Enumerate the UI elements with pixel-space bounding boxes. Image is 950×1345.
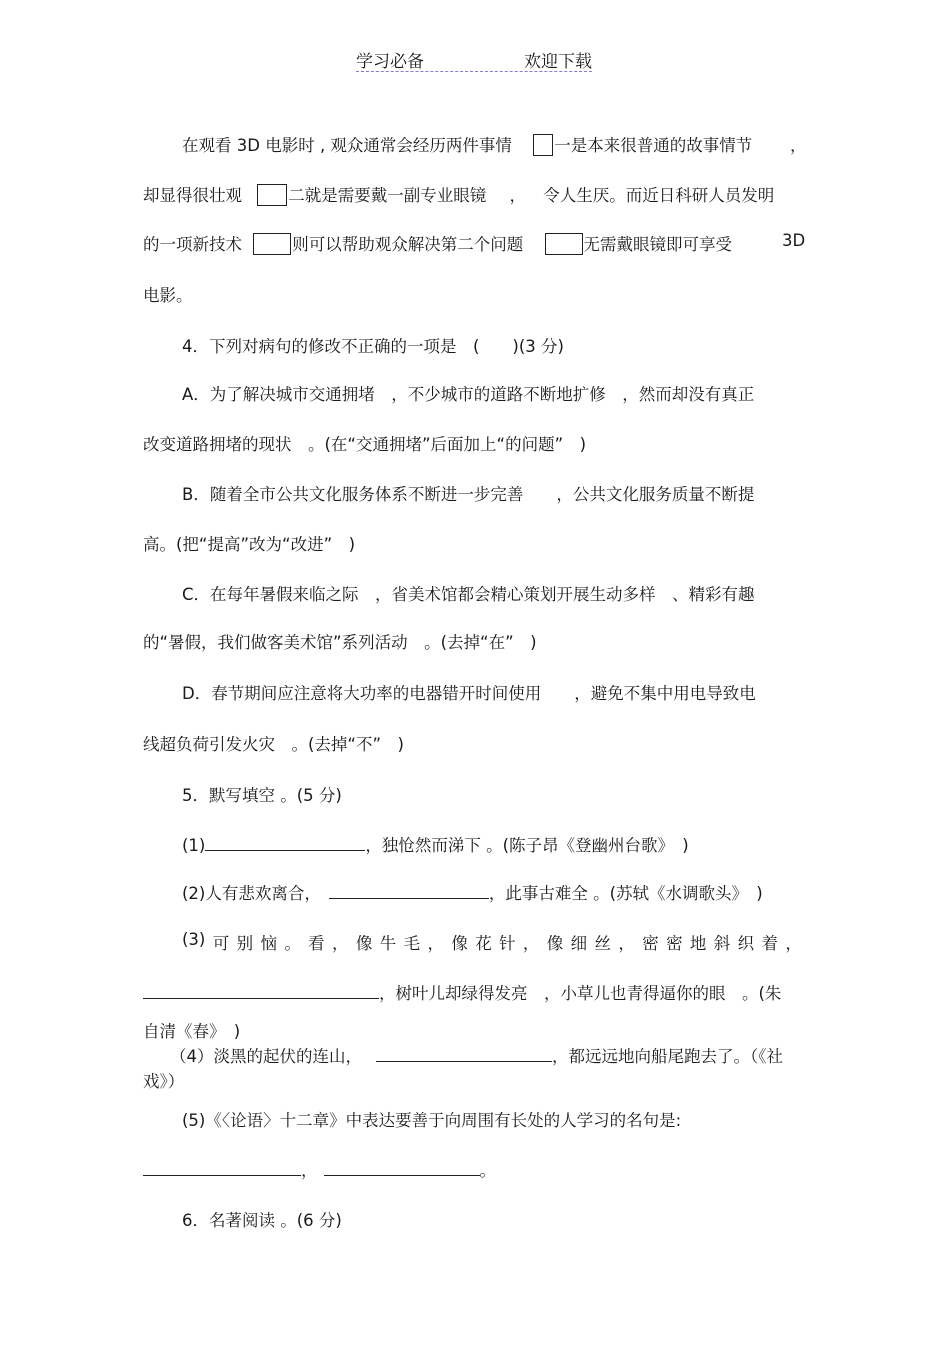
q5-item-3-char: 别 [236, 934, 254, 953]
p1-text: 却显得很壮观 [143, 186, 242, 205]
answer-box-4[interactable] [545, 233, 583, 255]
p1-text: 一是本来很普通的故事情节 [554, 136, 753, 155]
q5-text: (1) [182, 836, 206, 855]
q5-item-3-char: ， [785, 934, 802, 953]
q5-item-3-char: ， [522, 934, 540, 953]
q5-item-3-char: 丝 [594, 934, 611, 953]
q5-item-3-line-1 [182, 930, 802, 954]
p1-text: 在观看 3D 电影时 , 观众通常会经历两件事情 [182, 136, 512, 155]
q5-item-3-char: 像 [546, 934, 564, 953]
q5-item-3-char: 恼 [260, 934, 277, 953]
q5-item-3-char: 可 [212, 934, 230, 953]
header-left: 学习必备 [356, 52, 424, 72]
q5-text: (2)人有悲欢离合， [182, 884, 321, 903]
q4-option-a-line-1: A．为了解决城市交通拥堵 ，不少城市的道路不断地扩修 ，然而却没有真正 [182, 385, 755, 404]
q4-option-d-line-1: D．春节期间应注意将大功率的电器错开时间使用 ，避免不集中用电导致电 [182, 684, 756, 703]
q4-option-c-line-2: 的“暑假，我们做客美术馆”系列活动 。(去掉“在” ) [143, 633, 537, 652]
p1-text: 无需戴眼镜即可享受 [583, 235, 732, 254]
q5-item-3-char: ， [332, 934, 349, 953]
p1-line-1-end: ， [790, 136, 807, 155]
q5-item-3-char: (3) [182, 930, 206, 949]
q5-item-3-line-2 [143, 980, 781, 1004]
p1-text: 二就是需要戴一副专业眼镜 [288, 186, 487, 205]
q5-item-3-char: 毛 [403, 934, 421, 953]
q5-title: 5．默写填空 。(5 分) [182, 786, 342, 805]
q5-text: （4）淡黑的起伏的连山， [170, 1047, 362, 1066]
q5-item-3-char: ， [427, 934, 444, 953]
q5-text: ，树叶儿却绿得发亮 ，小草儿也青得逼你的眼 。(朱 [379, 984, 782, 1003]
p1-line-2 [143, 182, 774, 206]
fill-blank-6[interactable] [324, 1161, 480, 1176]
fill-blank-3[interactable] [143, 984, 379, 999]
q4-option-a-line-2: 改变道路拥堵的现状 。(在“交通拥堵”后面加上“的问题” ) [143, 435, 587, 454]
q5-item-5-blanks [143, 1157, 496, 1181]
q5-item-3-char: 牛 [379, 934, 397, 953]
q5-item-3-char: 像 [355, 934, 373, 953]
q4-option-c-line-1: C．在每年暑假来临之际 ，省美术馆都会精心策划开展生动多样 、精彩有趣 [182, 585, 755, 604]
p1-3d: 3D [782, 231, 806, 250]
q4-option-d-line-2: 线超负荷引发火灾 。(去掉“不” ) [143, 735, 404, 754]
q5-item-4-tail: 戏》） [143, 1072, 185, 1091]
q5-item-3-char: 地 [689, 934, 707, 953]
q5-text: ， [301, 1161, 318, 1180]
q5-item-3-line-3: 自清《春》 ) [143, 1022, 241, 1041]
fill-blank-5[interactable] [143, 1161, 301, 1176]
q4-option-b-line-2: 高。(把“提高”改为“改进” ) [143, 535, 356, 554]
p1-text: ， [509, 186, 526, 205]
q5-item-3-char: 细 [570, 934, 588, 953]
fill-blank-2[interactable] [329, 884, 489, 899]
answer-box-1[interactable] [533, 134, 553, 156]
answer-box-3[interactable] [253, 233, 291, 255]
p1-line-3 [143, 231, 732, 255]
fill-blank-4[interactable] [376, 1047, 552, 1062]
page-header [356, 47, 592, 73]
q5-item-3-char: 斜 [713, 934, 731, 953]
q5-item-3-char: 织 [737, 934, 755, 953]
q5-item-3-char: 花 [475, 934, 492, 953]
q5-text: ，此事古难全 。(苏轼《水调歌头》 ) [488, 884, 763, 903]
q5-item-3-char: 密 [666, 934, 683, 953]
p1-line-4: 电影。 [143, 286, 193, 305]
header-divider [356, 71, 592, 72]
p1-text: 的一项新技术 [143, 235, 242, 254]
q5-item-2 [182, 880, 763, 904]
q5-item-1 [182, 832, 689, 856]
q5-text: ，独怆然而涕下 。(陈子昂《登幽州台歌》 ) [365, 836, 689, 855]
q4-title: 4．下列对病句的修改不正确的一项是 ( )(3 分) [182, 337, 564, 356]
q5-item-3-char: ， [618, 934, 635, 953]
p1-line-1 [182, 132, 752, 156]
q5-item-3-char: 密 [642, 934, 659, 953]
answer-box-2[interactable] [257, 184, 287, 206]
q5-item-3-char: 。 [284, 934, 301, 953]
q5-item-3-char: 像 [451, 934, 468, 953]
p1-text: 则可以帮助观众解决第二个问题 [292, 235, 524, 254]
fill-blank-1[interactable] [205, 836, 365, 851]
q5-text: 。 [479, 1161, 496, 1180]
q5-item-3-char: 着 [761, 934, 778, 953]
q6-title: 6．名著阅读 。(6 分) [182, 1211, 342, 1230]
q5-item-4 [170, 1043, 783, 1067]
q5-item-5: (5)《〈论语〉十二章》中表达要善于向周围有长处的人学习的名句是: [182, 1111, 682, 1130]
p1-text: 令人生厌。而近日科研人员发明 [543, 186, 775, 205]
q5-item-3-char: 看 [308, 934, 325, 953]
q5-item-3-char: 针 [499, 934, 516, 953]
q5-text: ，都远远地向船尾跑去了。（《社 [552, 1047, 783, 1066]
q4-option-b-line-1: B．随着全市公共文化服务体系不断进一步完善 ，公共文化服务质量不断提 [182, 485, 755, 504]
header-right: 欢迎下载 [524, 52, 592, 72]
